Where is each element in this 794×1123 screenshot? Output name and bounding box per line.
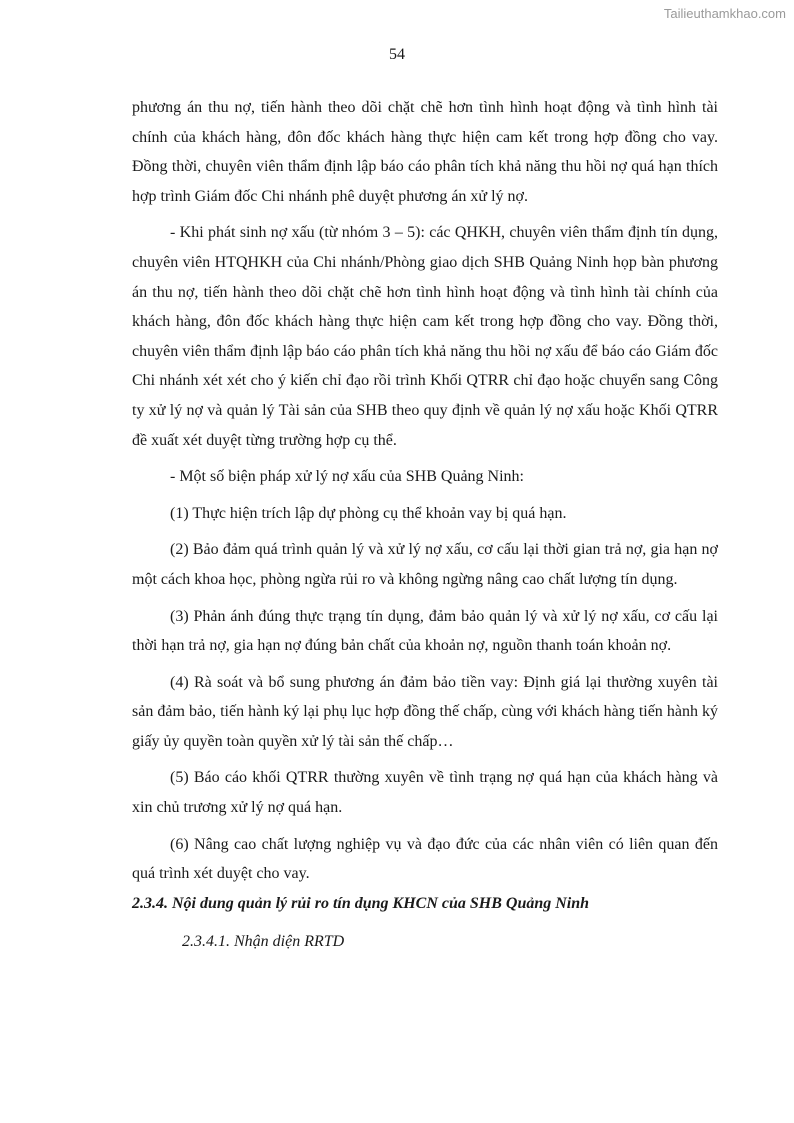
paragraph-continuation: phương án thu nợ, tiến hành theo dõi chặt chẽ hơn tình hình hoạt động và tình hình tài chính của khách hàng, đôn đốc khách hàng thực hiện cam kết trong hợp đồng cho vay. Đồng thời, chuyên viên thẩm định lập báo cáo phân tích khả năng thu hồi nợ quá hạn thích hợp trình Giám đốc Chi nhánh phê duyệt phương án xử lý nợ. [132, 99, 718, 205]
paragraph-measure-2: (2) Bảo đảm quá trình quản lý và xử lý nợ xấu, cơ cấu lại thời gian trả nợ, gia hạn nợ một cách khoa học, phòng ngừa rủi ro và không ngừng nâng cao chất lượng tín dụng. [132, 541, 718, 588]
watermark: Tailieuthamkhao.com [663, 6, 786, 21]
paragraph-measure-1: (1) Thực hiện trích lập dự phòng cụ thể khoản vay bị quá hạn. [170, 504, 567, 522]
paragraph-bad-debt: - Khi phát sinh nợ xấu (từ nhóm 3 – 5): các QHKH, chuyên viên thẩm định tín dụng, chuyên viên HTQHKH của Chi nhánh/Phòng giao dịch SHB Quảng Ninh họp bàn phương án thu nợ, tiến hành theo dõi chặt chẽ hơn tình hình hoạt động và tình hình tài chính của khách hàng, đôn đốc khách hàng thực hiện cam kết trong hợp đồng cho vay. Đồng thời, chuyên viên thẩm định lập báo cáo phân tích khả năng thu hồi nợ xấu để báo cáo Giám đốc Chi nhánh xét xét cho ý kiến chỉ đạo rồi trình Khối QTRR chỉ đạo hoặc chuyển sang Công ty xử lý nợ và quản lý Tài sản của SHB theo quy định về quản lý nợ xấu hoặc Khối QTRR đề xuất xét duyệt từng trường hợp cụ thể. [132, 224, 718, 449]
subsection-heading: 2.3.4.1. Nhận diện RRTD [182, 932, 345, 950]
paragraph-measure-3: (3) Phản ánh đúng thực trạng tín dụng, đảm bảo quản lý và xử lý nợ xấu, cơ cấu lại thời hạn trả nợ, gia hạn nợ đúng bản chất của khoản nợ, nguồn thanh toán khoản nợ. [132, 607, 718, 655]
paragraph-measure-6: (6) Nâng cao chất lượng nghiệp vụ và đạo đức của các nhân viên có liên quan đến quá trình xét duyệt cho vay. [132, 835, 718, 883]
paragraph-measure-5: (5) Báo cáo khối QTRR thường xuyên về tình trạng nợ quá hạn của khách hàng và xin chủ trương xử lý nợ quá hạn. [132, 769, 718, 817]
page-number: 54 [389, 46, 405, 63]
paragraph-measures-intro: - Một số biện pháp xử lý nợ xấu của SHB Quảng Ninh: [170, 468, 524, 486]
paragraph-measure-4: (4) Rà soát và bổ sung phương án đảm bảo tiền vay: Định giá lại thường xuyên tài sản đảm bảo, tiến hành ký lại phụ lục hợp đồng thế chấp, cùng với khách hàng tiến hành ký giấy ủy quyền toàn quyền xử lý tài sản thế chấp… [132, 673, 718, 750]
section-heading: 2.3.4. Nội dung quản lý rủi ro tín dụng KHCN của SHB Quảng Ninh [132, 894, 590, 912]
document-body [132, 93, 718, 957]
